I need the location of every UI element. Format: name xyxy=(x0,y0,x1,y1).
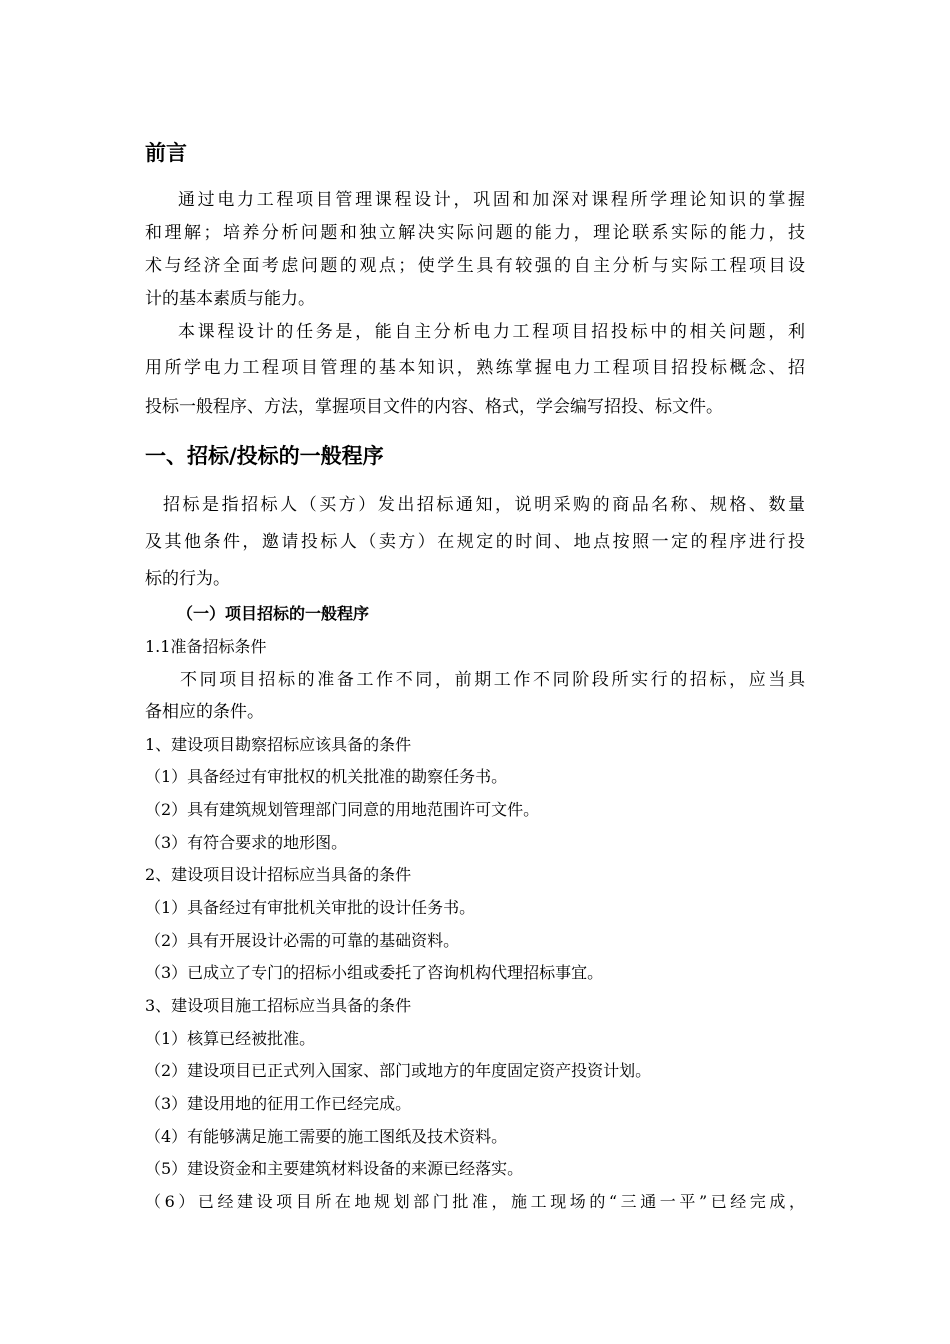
survey-title: 1、建设项目勘察招标应该具备的条件 xyxy=(145,735,412,754)
construction-item-3: （3）建设用地的征用工作已经完成。 xyxy=(145,1094,412,1113)
construction-item-6: （6）已经建设项目所在地规划部门批准，施工现场的“三通一平”已经完成， xyxy=(145,1192,805,1211)
construction-item-2: （2）建设项目已正式列入国家、部门或地方的年度固定资产投资计划。 xyxy=(145,1061,652,1080)
s11-text-line1: 不同项目招标的准备工作不同，前期工作不同阶段所实行的招标，应当具 xyxy=(180,670,805,690)
preface-p1-line4: 计的基本素质与能力。 xyxy=(145,289,315,309)
design-item-1: （1）具备经过有审批机关审批的设计任务书。 xyxy=(145,898,476,917)
design-title: 2、建设项目设计招标应当具备的条件 xyxy=(145,865,412,884)
survey-item-3: （3）有符合要求的地形图。 xyxy=(145,833,348,852)
construction-item-1: （1）核算已经被批准。 xyxy=(145,1029,316,1048)
s11-text-line2: 备相应的条件。 xyxy=(145,702,264,722)
section1-subtitle: （一）项目招标的一般程序 xyxy=(177,604,370,623)
section1-intro-line2: 及其他条件，邀请投标人（卖方）在规定的时间、地点按照一定的程序进行投 xyxy=(145,532,805,552)
survey-item-2: （2）具有建筑规划管理部门同意的用地范围许可文件。 xyxy=(145,800,540,819)
preface-p1-line1: 通过电力工程项目管理课程设计，巩固和加深对课程所学理论知识的掌握 xyxy=(178,190,805,210)
preface-title: 前言 xyxy=(145,141,187,165)
construction-item-4: （4）有能够满足施工需要的施工图纸及技术资料。 xyxy=(145,1127,508,1146)
section1-title: 一、招标/投标的一般程序 xyxy=(145,444,384,468)
section1-intro-line1: 招标是指招标人（买方）发出招标通知，说明采购的商品名称、规格、数量 xyxy=(163,495,805,515)
preface-p2-line3: 投标一般程序、方法，掌握项目文件的内容、格式，学会编写招投、标文件。 xyxy=(145,397,723,417)
preface-p1-line2: 和理解；培养分析问题和独立解决实际问题的能力，理论联系实际的能力，技 xyxy=(145,223,805,243)
survey-item-1: （1）具备经过有审批权的机关批准的勘察任务书。 xyxy=(145,767,508,786)
design-item-3: （3）已成立了专门的招标小组或委托了咨询机构代理招标事宜。 xyxy=(145,963,604,982)
preface-p1-line3: 术与经济全面考虑问题的观点；使学生具有较强的自主分析与实际工程项目设 xyxy=(145,256,805,276)
preface-p2-line1: 本课程设计的任务是，能自主分析电力工程项目招投标中的相关问题，利 xyxy=(178,322,805,342)
construction-title: 3、建设项目施工招标应当具备的条件 xyxy=(145,996,412,1015)
construction-item-5: （5）建设资金和主要建筑材料设备的来源已经落实。 xyxy=(145,1159,524,1178)
section1-intro-line3: 标的行为。 xyxy=(145,569,230,589)
preface-p2-line2: 用所学电力工程项目管理的基本知识，熟练掌握电力工程项目招投标概念、招 xyxy=(145,358,805,378)
s11-title: 1.1准备招标条件 xyxy=(145,637,267,656)
design-item-2: （2）具有开展设计必需的可靠的基础资料。 xyxy=(145,931,460,950)
